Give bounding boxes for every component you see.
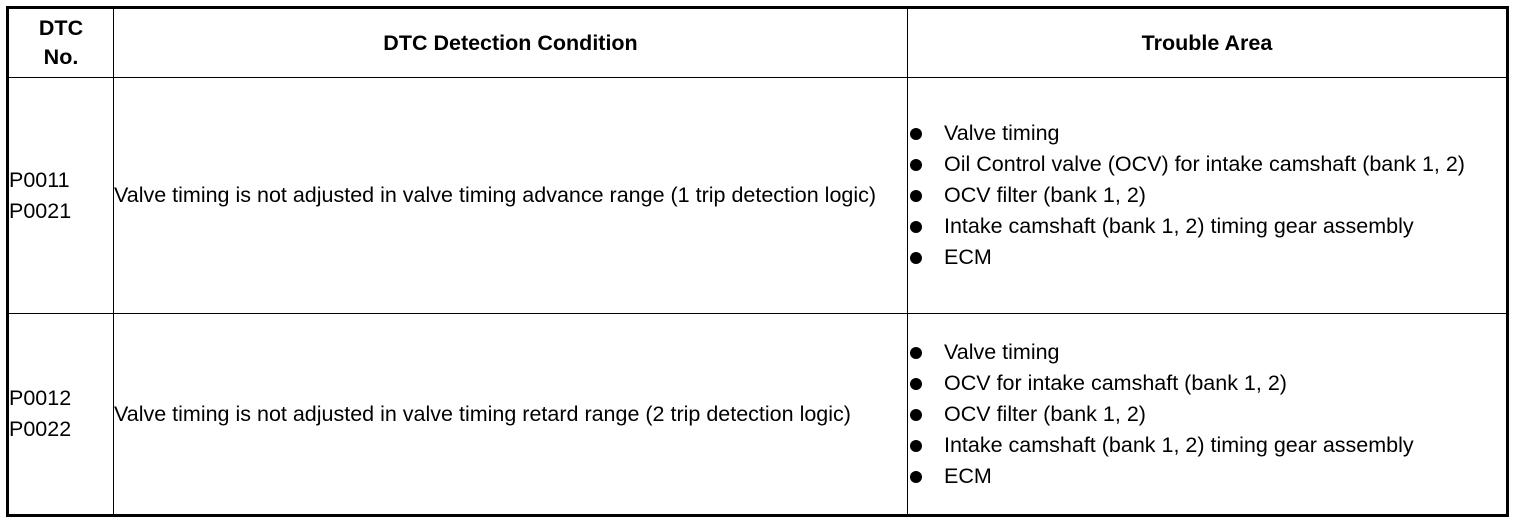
trouble-area-item: Valve timing xyxy=(944,121,1060,145)
list-item xyxy=(908,337,1506,368)
header-row xyxy=(8,8,1508,78)
dtc-code-cell xyxy=(8,78,114,314)
list-item xyxy=(908,399,1506,430)
bullet-icon xyxy=(910,252,922,264)
trouble-area-item: OCV filter (bank 1, 2) xyxy=(944,183,1146,207)
dtc-table xyxy=(6,6,1509,517)
trouble-area-cell xyxy=(908,314,1508,516)
bullet-icon xyxy=(910,409,922,421)
trouble-area-item: ECM xyxy=(944,245,992,269)
bullet-icon xyxy=(910,440,922,452)
header-dtc-no xyxy=(8,8,114,78)
detection-condition: Valve timing is not adjusted in valve timing advance range (1 trip detection logic) xyxy=(114,78,908,314)
bullet-icon xyxy=(910,190,922,202)
list-item xyxy=(908,242,1506,273)
trouble-area-item: Valve timing xyxy=(944,339,1060,364)
table-row xyxy=(8,78,1508,314)
list-item xyxy=(908,368,1506,399)
list-item xyxy=(908,149,1506,180)
trouble-area-item: Intake camshaft (bank 1, 2) timing gear assembly xyxy=(944,432,1414,457)
trouble-area-item: Oil Control valve (OCV) for intake camshaft (bank 1, 2) xyxy=(944,152,1465,176)
header-condition: DTC Detection Condition xyxy=(114,8,908,78)
dtc-code: P0012 xyxy=(9,386,72,410)
list-item xyxy=(908,118,1506,149)
table-row xyxy=(8,314,1508,516)
trouble-area-item: OCV filter (bank 1, 2) xyxy=(944,401,1146,426)
bullet-icon xyxy=(910,471,922,483)
bullet-icon xyxy=(910,347,922,359)
bullet-icon xyxy=(910,159,922,171)
trouble-area-cell xyxy=(908,78,1508,314)
trouble-area-item: ECM xyxy=(944,463,992,488)
bullet-icon xyxy=(910,221,922,233)
trouble-area-list xyxy=(908,118,1506,273)
dtc-code: P0022 xyxy=(9,417,72,441)
detection-condition: Valve timing is not adjusted in valve timing retard range (2 trip detection logic) xyxy=(114,314,908,516)
header-trouble-area: Trouble Area xyxy=(908,8,1508,78)
list-item xyxy=(908,430,1506,461)
dtc-code-cell xyxy=(8,314,114,516)
bullet-icon xyxy=(910,128,922,140)
list-item xyxy=(908,180,1506,211)
trouble-area-list xyxy=(908,337,1506,492)
bullet-icon xyxy=(910,378,922,390)
header-dtc-no-line1: DTC xyxy=(38,16,84,40)
trouble-area-item: OCV for intake camshaft (bank 1, 2) xyxy=(944,370,1287,395)
trouble-area-item: Intake camshaft (bank 1, 2) timing gear assembly xyxy=(944,214,1414,238)
list-item xyxy=(908,211,1506,242)
header-dtc-no-line2: No. xyxy=(43,45,79,69)
list-item xyxy=(908,461,1506,492)
dtc-code: P0021 xyxy=(9,198,72,223)
dtc-code: P0011 xyxy=(9,167,70,192)
